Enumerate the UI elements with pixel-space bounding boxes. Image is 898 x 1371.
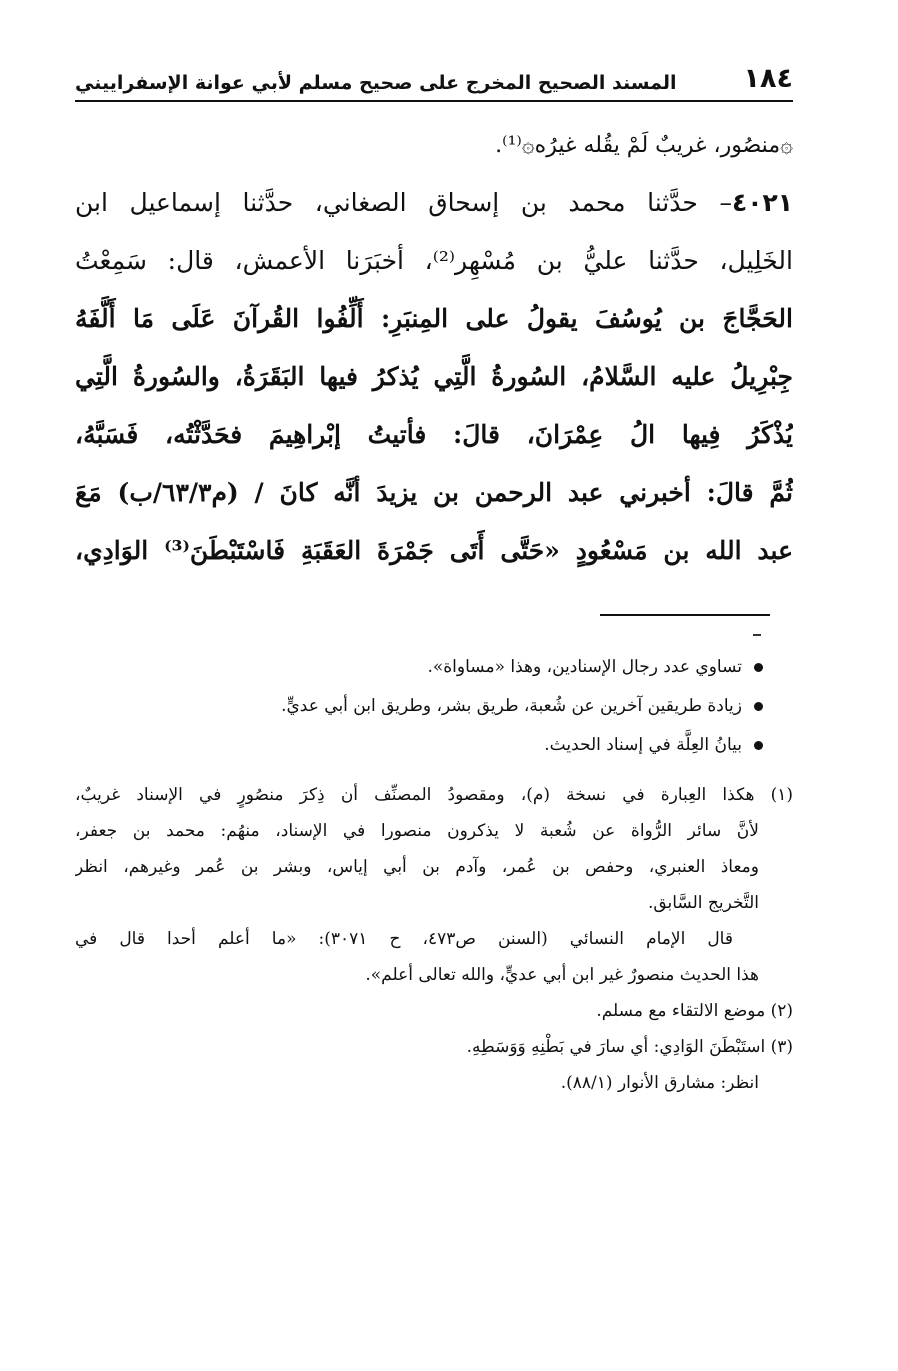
text-line-3: الخَلِيل، حدَّثنا عليُّ بن مُسْهِر⁽²⁾، أخبَرَنا الأعمش، قال: سَمِعْتُ <box>75 246 793 275</box>
text-line-6: يُذْكَرُ فِيها الُ عِمْرَانَ، قالَ: فأتيتُ إبْراهِيمَ فحَدَّثْتُه، فَسَبَّهُ، <box>75 420 793 449</box>
page-number: ١٨٤ <box>743 63 793 94</box>
text-line-5: جِبْرِيلُ عليه السَّلامُ، السُورةُ الَّتِي يُذكرُ فيها البَقَرَةُ، والسُورةُ الَّتِي <box>75 362 793 391</box>
footnote-1-line: ومعاذ العنبري، وحفص بن عُمر، وآدم بن أبي إياس، وبشر بن عُمر وغيرهم، انظر <box>75 857 759 877</box>
bullet-text: زيادة طريقين آخرين عن شُعبة، طريق بشر، وطريق ابن أبي عديٍّ. <box>281 696 742 716</box>
bullet-item <box>75 648 793 687</box>
bullet-text: تساوي عدد رجال الإسنادين، وهذا «مساواة». <box>427 657 742 677</box>
footnote-1-line: لأنَّ سائر الرُّواة عن شُعبة لا يذكرون منصورا في الإسناد، منهُم: محمد بن جعفر، <box>75 821 759 841</box>
footnote-3: (٣) استَبْطَنَ الوَادِي: أي سارَ في بَطْنِهِ وَوَسَطِهِ. <box>466 1037 793 1057</box>
hadith-number: ٤٠٢١ <box>731 188 793 217</box>
bullet-text: بيانُ العِلَّة في إسناد الحديث. <box>544 735 742 755</box>
main-text <box>75 118 793 580</box>
bullet-item <box>75 726 793 765</box>
text-line-7: ثُمَّ قالَ: أخبرني عبد الرحمن بن يزيدَ أنَّه كانَ / (م٦٣/٣/ب) مَعَ <box>75 478 793 507</box>
footnote-separator <box>600 614 770 616</box>
isnad-text: – حدَّثنا محمد بن إسحاق الصغاني، حدَّثنا إسماعيل ابن <box>75 188 732 217</box>
footnote-2: (٢) موضع الالتقاء مع مسلم. <box>596 1001 793 1021</box>
bullet-icon <box>754 663 763 672</box>
bullet-icon <box>754 741 763 750</box>
bullet-item <box>75 687 793 726</box>
footnote-1-quote: قال الإمام النسائي (السنن ص٤٧٣، ح ٣٠٧١): «ما أعلم أحدا قال في <box>75 929 733 949</box>
page-header <box>75 58 793 102</box>
text-line-1: ۞منصُور، غريبٌ لَمْ يقُله غيرُه۞⁽¹⁾. <box>495 133 793 158</box>
footnotes <box>75 648 793 1101</box>
text-line-4: الحَجَّاجَ بن يُوسُفَ يقولُ على المِنبَرِ: أَلِّفُوا القُرآنَ عَلَى مَا أَلَّفَهُ <box>75 304 793 333</box>
text-line-8: عبد الله بن مَسْعُودٍ «حَتَّى أَتَى جَمْرَةَ العَقَبَةِ فَاسْتَبْطَنَ⁽³⁾ الوَادِي، <box>75 536 793 565</box>
footnote-1-quote: هذا الحديث منصورٌ غير ابن أبي عديٍّ، والله تعالى أعلم». <box>365 965 759 985</box>
running-title: المسند الصحيح المخرج على صحيح مسلم لأبي عوانة الإسفراييني <box>75 72 677 94</box>
footnote-1-line: التَّخريج السَّابق. <box>647 893 759 913</box>
text-line-2 <box>75 174 793 232</box>
footnote-1-line: (١) هكذا العِبارة في نسخة (م)، ومقصودُ المصنِّف أن ذِكرَ منصُورٍ في الإسناد غريبٌ، <box>75 785 793 805</box>
bullet-icon <box>754 702 763 711</box>
small-dash-mark <box>753 634 761 636</box>
footnote-3-reference: انظر: مشارق الأنوار (٨٨/١). <box>560 1073 759 1093</box>
